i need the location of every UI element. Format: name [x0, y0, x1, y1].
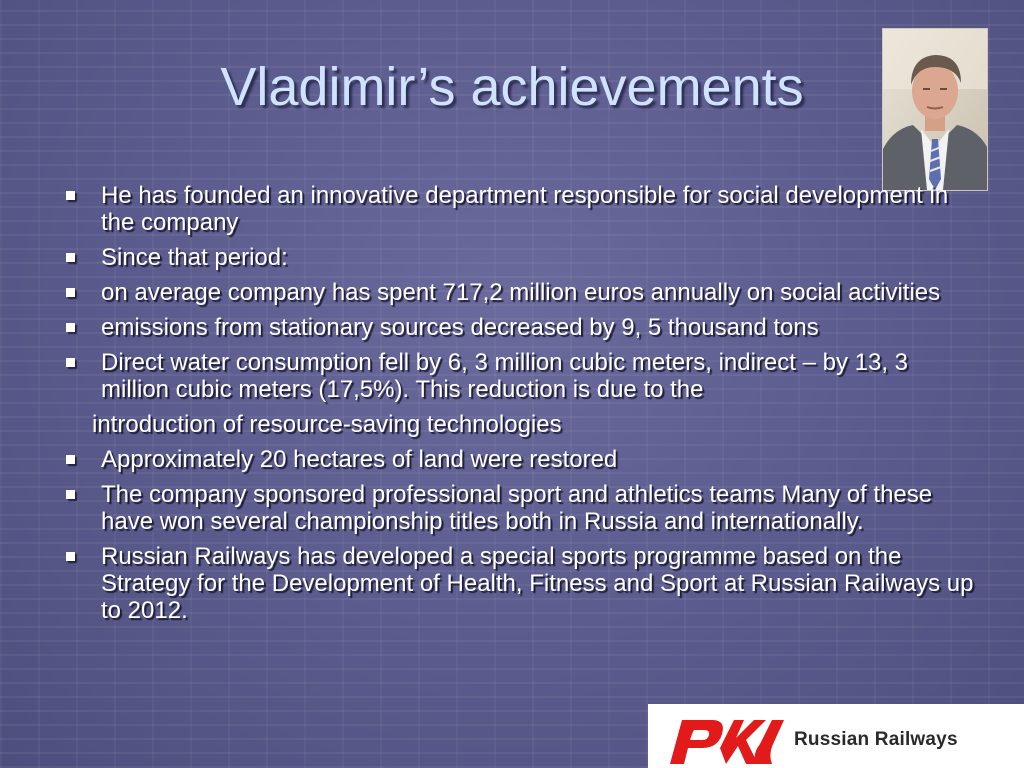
bullet-list	[60, 182, 980, 632]
list-item	[60, 244, 980, 271]
square-bullet-icon	[66, 358, 75, 367]
list-item-continuation	[60, 411, 980, 438]
square-bullet-icon	[66, 490, 75, 499]
bullet-text: He has founded an innovative department responsible for social development in the company	[101, 182, 949, 236]
square-bullet-icon	[66, 552, 75, 561]
square-bullet-icon	[66, 323, 75, 332]
square-bullet-icon	[66, 253, 75, 262]
bullet-text: emissions from stationary sources decreased by 9, 5 thousand tons	[101, 314, 819, 341]
bullet-text: introduction of resource-saving technologies	[92, 411, 562, 438]
list-item	[60, 349, 980, 403]
list-item	[60, 182, 980, 236]
bullet-text: Direct water consumption fell by 6, 3 million cubic meters, indirect – by 13, 3 million cubic meters (17,5%). This reduction is due to the	[101, 349, 909, 403]
square-bullet-icon	[66, 455, 75, 464]
bullet-text: Russian Railways has developed a special sports programme based on the Strategy for the Development of Health, Fitness and Sport at Russian Railways up to 2012.	[101, 543, 974, 624]
square-bullet-icon	[66, 288, 75, 297]
bullet-text: Since that period:	[101, 244, 288, 271]
list-item	[60, 279, 980, 306]
bullet-text: Approximately 20 hectares of land were restored	[101, 446, 618, 473]
bullet-text: on average company has spent 717,2 million euros annually on social activities	[101, 279, 941, 306]
company-logo	[648, 704, 1024, 768]
company-name: Russian Railways	[794, 729, 958, 750]
portrait-photo	[882, 28, 988, 191]
bullet-text: The company sponsored professional sport and athletics teams Many of these have won several championship titles both in Russia and internationally.	[101, 481, 933, 535]
list-item	[60, 481, 980, 535]
list-item	[60, 543, 980, 624]
list-item	[60, 314, 980, 341]
rzd-logo-icon	[662, 708, 788, 766]
slide-title: Vladimir’s achievements	[220, 57, 804, 117]
list-item	[60, 446, 980, 473]
square-bullet-icon	[66, 191, 75, 200]
